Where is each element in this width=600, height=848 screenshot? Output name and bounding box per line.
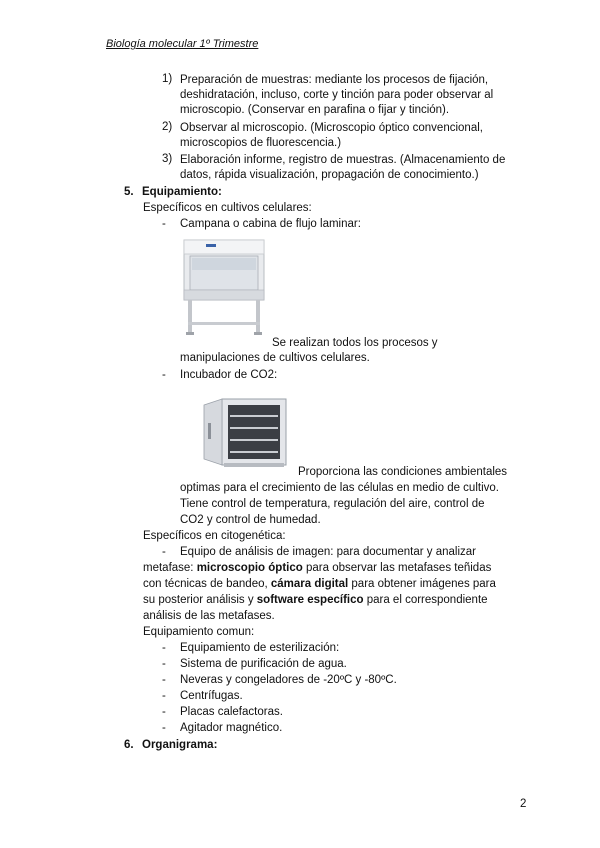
cito-text: para el correspondiente — [363, 594, 488, 606]
cito-text-line — [143, 593, 488, 608]
subheading-cultivos: Específicos en cultivos celulares: — [143, 202, 312, 214]
bullet-dash: - — [162, 642, 166, 654]
subheading-comun: Equipamiento comun: — [143, 626, 255, 638]
list-item: Agitador magnético. — [180, 722, 283, 734]
incubador-text: Proporciona las condiciones ambientales — [298, 466, 508, 478]
cito-text-line — [143, 577, 496, 592]
cito-bold: microscopio óptico — [196, 562, 303, 574]
section-number: 5. — [124, 186, 134, 198]
list-item: Centrífugas. — [180, 690, 243, 702]
step-line: deshidratación, incluso, corte y tinción para poder observar al — [180, 89, 494, 101]
step-line: microscopio. (Conservar en parafina o fijar y tinción). — [180, 104, 450, 116]
section-title: Equipamiento: — [142, 186, 222, 198]
list-item: Equipamiento de esterilización: — [180, 642, 340, 654]
page-number: 2 — [520, 798, 527, 810]
incubador-text: optimas para el crecimiento de las células en medio de cultivo. — [180, 482, 499, 494]
cito-text: con técnicas de bandeo, — [143, 578, 271, 590]
list-item: Neveras y congeladores de -20ºC y -80ºC. — [180, 674, 397, 686]
bullet-dash: - — [162, 546, 166, 558]
section-title: Organigrama: — [142, 739, 218, 751]
laminar-flow-hood-image — [180, 238, 268, 338]
campana-text: Se realizan todos los procesos y — [272, 337, 438, 349]
cito-text: su posterior análisis y — [143, 594, 257, 606]
incubador-label: Incubador de CO2: — [180, 369, 278, 381]
step-line: datos, rápida visualización, propagación de conocimiento.) — [180, 169, 479, 181]
cito-text: para observar las metafases teñidas — [302, 562, 492, 574]
cito-text: metafase: — [143, 562, 197, 574]
cito-text: análisis de las metafases. — [143, 610, 275, 622]
cito-text: para obtener imágenes para — [348, 578, 496, 590]
bullet-dash: - — [162, 722, 166, 734]
cito-bold: software específico — [256, 594, 364, 606]
campana-label: Campana o cabina de flujo laminar: — [180, 218, 361, 230]
step-line: Preparación de muestras: mediante los procesos de fijación, — [180, 74, 489, 86]
page-header: Biología molecular 1º Trimestre — [106, 38, 259, 50]
step-line: Observar al microscopio. (Microscopio óptico convencional, — [180, 122, 483, 134]
bullet-dash: - — [162, 658, 166, 670]
bullet-dash: - — [162, 674, 166, 686]
list-item: Placas calefactoras. — [180, 706, 283, 718]
co2-incubator-image — [200, 393, 296, 471]
subheading-citogenetica: Específicos en citogenética: — [143, 530, 286, 542]
cito-text: Equipo de análisis de imagen: para documentar y analizar — [180, 546, 476, 558]
list-item: Sistema de purificación de agua. — [180, 658, 347, 670]
bullet-dash: - — [162, 690, 166, 702]
incubador-text: CO2 y control de humedad. — [180, 514, 321, 526]
cito-text-line — [143, 561, 491, 576]
bullet-dash: - — [162, 218, 166, 230]
bullet-dash: - — [162, 706, 166, 718]
section-number: 6. — [124, 739, 134, 751]
step-number: 3) — [162, 153, 173, 165]
campana-text: manipulaciones de cultivos celulares. — [180, 352, 370, 364]
cito-bold: cámara digital — [270, 578, 349, 590]
step-number: 1) — [162, 73, 173, 85]
bullet-dash: - — [162, 369, 166, 381]
step-number: 2) — [162, 121, 173, 133]
step-line: Elaboración informe, registro de muestras. (Almacenamiento de — [180, 154, 506, 166]
step-line: microscopios de fluorescencia.) — [180, 137, 342, 149]
incubador-text: Tiene control de temperatura, regulación del aire, control de — [180, 498, 485, 510]
